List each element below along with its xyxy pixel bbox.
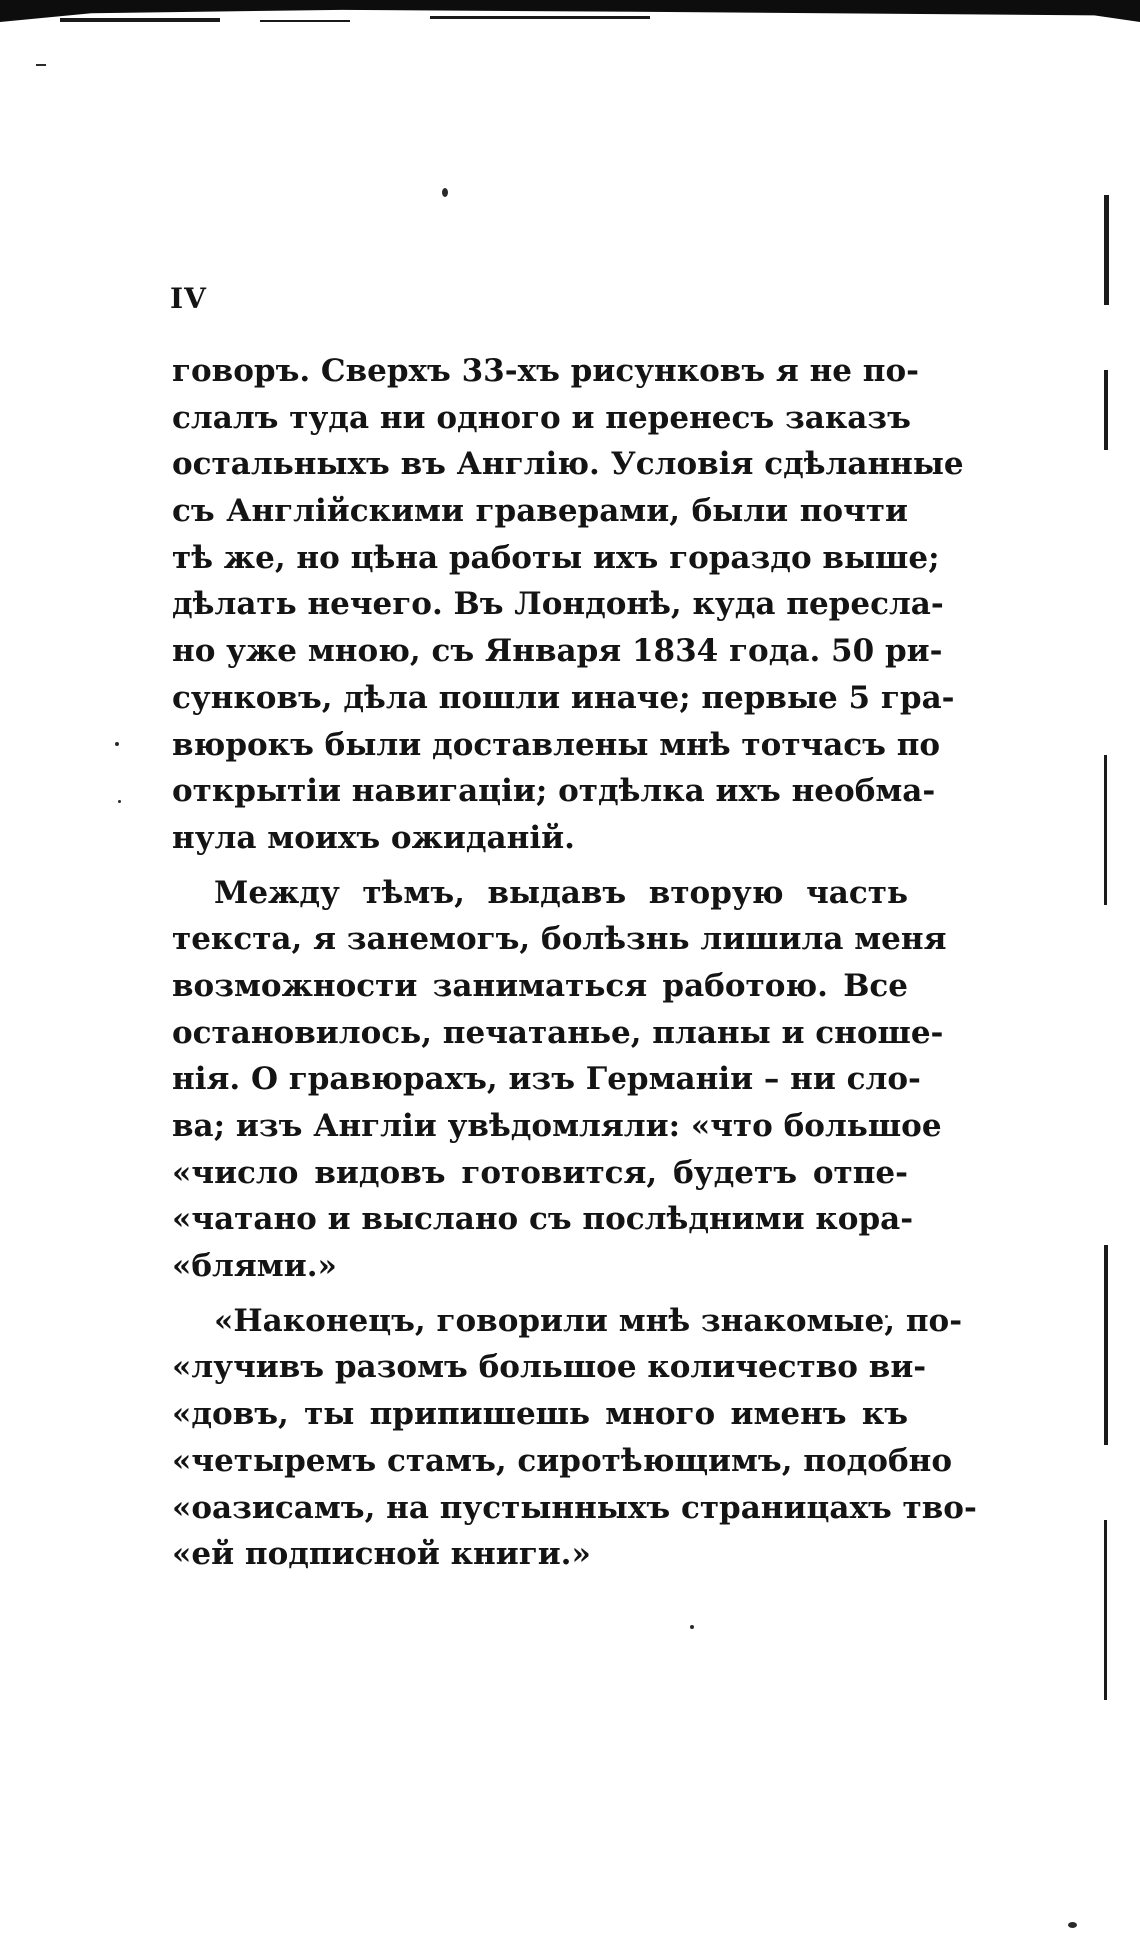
scan-speck: [36, 64, 46, 66]
text-line: Между тѣмъ, выдавъ вторую часть: [214, 874, 908, 911]
text-line: говоръ. Сверхъ 33-хъ рисунковъ я не по-: [172, 353, 920, 389]
text-line: остановилось, печатанье, планы и сноше-: [172, 1014, 944, 1051]
text-line: «ей подписной книги.»: [172, 1536, 591, 1573]
text-line: тѣ же, но цѣна работы ихъ гораздо выше;: [172, 539, 940, 576]
text-line: слалъ туда ни одного и перенесъ заказъ: [172, 399, 911, 436]
scan-speck: [442, 188, 448, 197]
text-line: «число видовъ готовится, будетъ отпе-: [172, 1154, 908, 1191]
scan-streak: [260, 20, 350, 22]
text-line: «четыремъ стамъ, сиротѣющимъ, подобно: [172, 1442, 953, 1479]
page-number: IV: [170, 282, 207, 315]
body-text: [172, 348, 977, 1586]
scan-right-edge: [1104, 1520, 1107, 1700]
text-line: «Наконецъ, говорили мнѣ знакомые, по-: [214, 1302, 963, 1339]
paragraph: [172, 1298, 977, 1578]
paragraph: [172, 870, 947, 1290]
text-line: текста, я занемогъ, болѣзнь лишила меня: [172, 921, 947, 958]
text-line: ва; изъ Англіи увѣдомляли: «что большое: [172, 1108, 942, 1144]
scan-right-edge: [1104, 370, 1108, 450]
text-line: возможности заниматься работою. Все: [172, 967, 908, 1004]
text-line: дѣлать нечего. Въ Лондонѣ, куда пересла-: [172, 586, 944, 623]
text-line: нула моихъ ожиданій.: [172, 819, 575, 856]
text-line: остальныхъ въ Англію. Условія сдѣланные: [172, 446, 964, 483]
text-line: «блями.»: [172, 1248, 337, 1285]
text-line: «чатано и выслано съ послѣдними кора-: [172, 1201, 914, 1238]
text-line: нія. О гравюрахъ, изъ Германіи – ни сло-: [172, 1061, 921, 1098]
scan-streak: [60, 18, 220, 22]
text-line: съ Англійскими граверами, были почти: [172, 493, 908, 530]
text-line: «оазисамъ, на пустынныхъ страницахъ тво-: [172, 1489, 977, 1526]
text-line: открытіи навигаціи; отдѣлка ихъ необма-: [172, 773, 936, 810]
scan-speck: [115, 742, 119, 746]
text-line: «довъ, ты припишешь много именъ къ: [172, 1396, 908, 1433]
paragraph: [172, 348, 964, 862]
text-line: сунковъ, дѣла пошли иначе; первые 5 гра-: [172, 679, 955, 716]
scan-right-edge: [1104, 195, 1109, 305]
scan-speck: [118, 800, 121, 803]
scan-right-edge: [1104, 1245, 1108, 1445]
scan-speck: [1068, 1922, 1077, 1928]
text-line: но уже мною, съ Января 1834 года. 50 ри-: [172, 633, 943, 670]
scan-speck: [690, 1625, 694, 1629]
scan-right-edge: [1104, 755, 1107, 905]
text-line: «лучивъ разомъ большое количество ви-: [172, 1349, 927, 1386]
scan-streak: [430, 16, 650, 19]
text-line: вюрокъ были доставлены мнѣ тотчасъ по: [172, 726, 941, 763]
